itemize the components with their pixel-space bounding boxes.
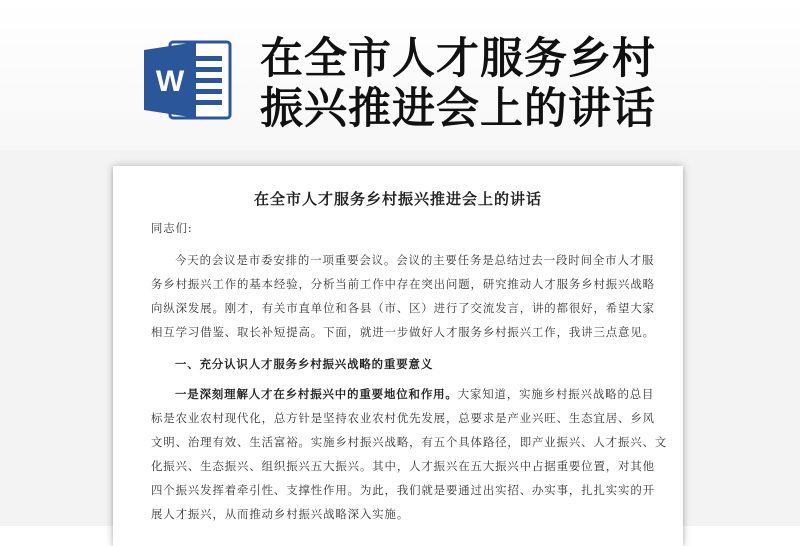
- banner: [0, 0, 800, 150]
- word-icon-letter: W: [155, 65, 185, 98]
- paragraph-2-line: 标是农业农村现代化，总方针是坚持农业农村优先发展，总要求是产业兴旺、生态宜居、乡风: [151, 411, 655, 425]
- paragraph-2-line: 四个振兴发挥着牵引性、支撑性作用。为此，我们就是要通过出实招、办实事，扎扎实实的开: [151, 483, 655, 497]
- section-heading-1: 一、充分认识人才服务乡村振兴战略的重要意义: [175, 357, 434, 371]
- banner-title: [260, 34, 720, 134]
- paragraph-2-line: 文明、治理有效、生活富裕。实施乡村振兴战略，有五个具体路径，即产业振兴、人才振兴、文: [151, 435, 668, 449]
- paragraph-1-line: 相互学习借鉴、取长补短提高。下面，就进一步做好人才服务乡村振兴工作，我讲三点意见。: [151, 325, 655, 339]
- banner-title-line-2: 振兴推进会上的讲话: [260, 84, 656, 134]
- salutation: 同志们:: [151, 221, 193, 235]
- paragraph-2-line: 化振兴、生态振兴、组织振兴五大振兴。其中，人才振兴在五大振兴中占据重要位置，对其他: [151, 459, 655, 473]
- document-title: 在全市人才服务乡村振兴推进会上的讲话: [253, 190, 542, 208]
- banner-title-line-1: 在全市人才服务乡村: [260, 34, 656, 84]
- word-doc-icon: [140, 36, 236, 124]
- paragraph-2-line: 展人才振兴，从而推动乡村振兴战略深入实施。: [151, 507, 410, 521]
- paragraph-2-first-rest: 大家知道，实施乡村振兴战略的总目: [457, 387, 655, 401]
- paragraph-2: [151, 382, 668, 526]
- paragraph-1-line: 今天的会议是市委安排的一项重要会议。会议的主要任务是总结过去一段时间全市人才服: [175, 253, 655, 267]
- paragraph-1-line: 向纵深发展。刚才，有关市直单位和各县（市、区）进行了交流发言，讲的都很好，希望大家: [151, 301, 655, 315]
- paragraph-2-first-line: [151, 382, 655, 406]
- document-page: [113, 166, 683, 546]
- paragraph-2-lead: 一是深刻理解人才在乡村振兴中的重要地位和作用。: [175, 387, 458, 401]
- paragraph-1-line: 务乡村振兴工作的基本经验，分析当前工作中存在突出问题，研究推动人才服务乡村振兴战略: [151, 277, 655, 291]
- paragraph-1: [151, 248, 655, 344]
